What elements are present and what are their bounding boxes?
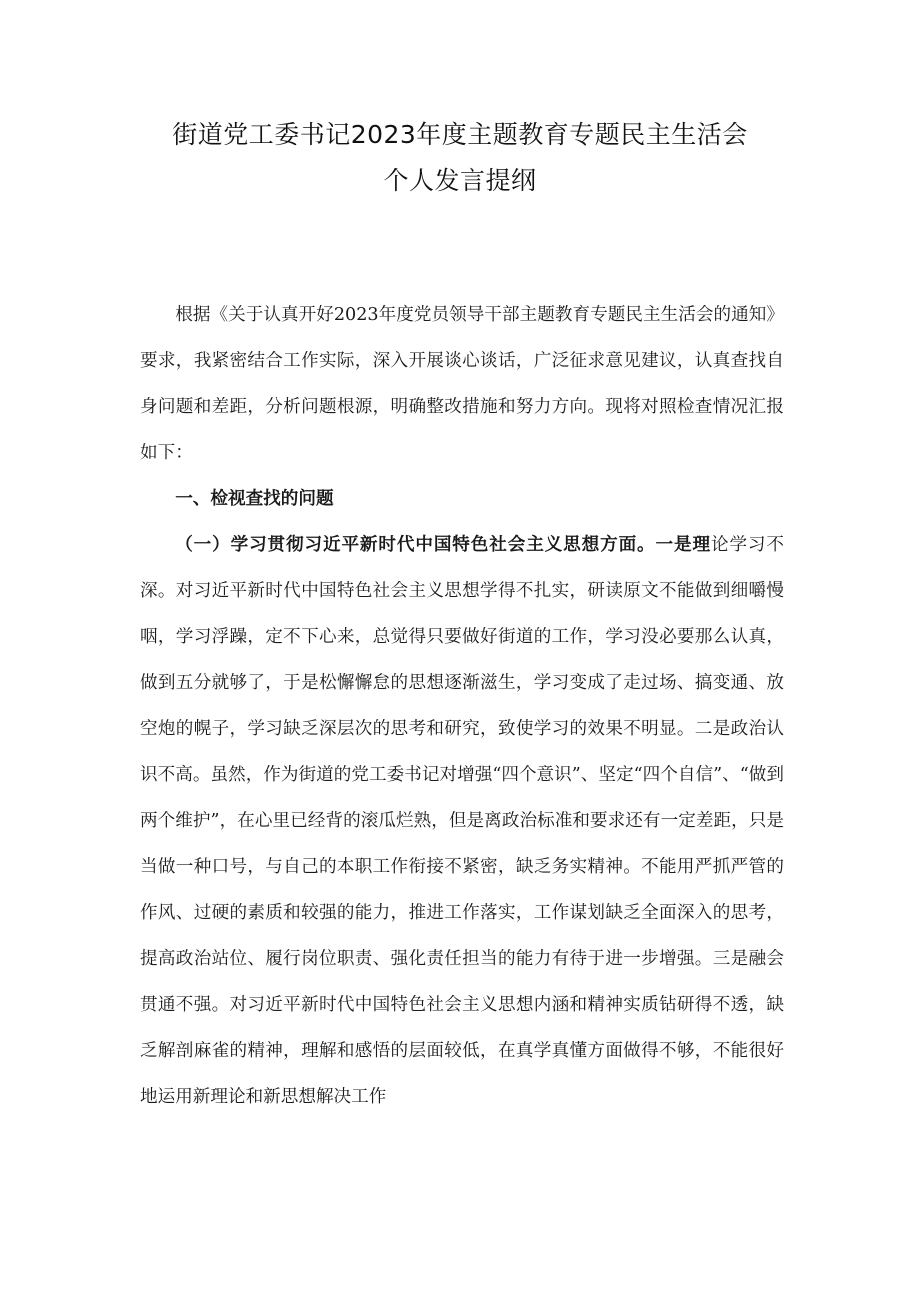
section-heading: 一、检视查找的问题 xyxy=(175,489,334,509)
subsection-paragraph xyxy=(140,522,784,1120)
title-line-1: 街道党工委书记2023年度主题教育专题民主生活会 xyxy=(172,120,748,149)
document-body xyxy=(140,292,784,1120)
title-line-2: 个人发言提纲 xyxy=(383,166,537,195)
document-title xyxy=(0,112,920,204)
subsection-text: 论学习不深。对习近平新时代中国特色社会主义思想学得不扎实，研读原文不能做到细嚼慢咽，学习浮躁，定不下心来，总觉得只要做好街道的工作，学习没必要那么认真，做到五分就够了，于是松懈懈怠的思想逐渐滋生，学习变成了走过场、搞变通、放空炮的幌子，学习缺乏深层次的思考和研究，致使学习的效果不明显。二是政治认识不高。虽然，作为街道的党工委书记对增强“四个意识”、坚定“四个自信”、“做到两个维护”，在心里已经背的滚瓜烂熟，但是离政治标准和要求还有一定差距，只是当做一种口号，与自己的本职工作衔接不紧密，缺乏务实精神。不能用严抓严管的作风、过硬的素质和较强的能力，推进工作落实，工作谋划缺乏全面深入的思考，提高政治站位、履行岗位职责、强化责任担当的能力有待于进一步增强。三是融会贯通不强。对习近平新时代中国特色社会主义思想内涵和精神实质钻研得不透，缺乏解剖麻雀的精神，理解和感悟的层面较低，在真学真懂方面做得不够，不能很好地运用新理论和新思想解决工作 xyxy=(140,535,784,1107)
subsection-lead: （一）学习贯彻习近平新时代中国特色社会主义思想方面。一是理 xyxy=(175,535,711,555)
intro-paragraph: 根据《关于认真开好2023年度党员领导干部主题教育专题民主生活会的通知》要求，我紧密结合工作实际，深入开展谈心谈话，广泛征求意见建议，认真查找自身问题和差距，分析问题根源，明确整改措施和努力方向。现将对照检查情况汇报如下： xyxy=(140,305,784,463)
